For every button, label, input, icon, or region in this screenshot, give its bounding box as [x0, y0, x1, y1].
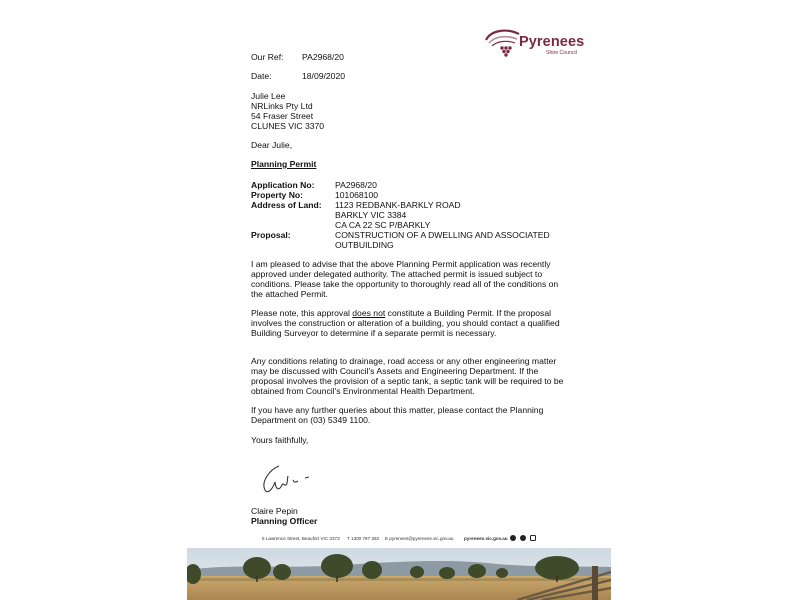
address-line-2: BARKLY VIC 3384	[335, 210, 407, 220]
application-no-label: Application No:	[251, 180, 315, 190]
paragraph-approval: I am pleased to advise that the above Planning Permit application was recently approved under delegated authority. The attached permit is issued subject to conditions. Please take the opportunity to thoroughly read all of the conditions on the attached Permit.	[251, 259, 559, 299]
footer-email: E pyrenees@pyrenees.vic.gov.au	[385, 536, 454, 541]
letter-footer	[187, 533, 611, 545]
recipient-street: 54 Fraser Street	[251, 111, 314, 121]
facebook-icon[interactable]	[510, 535, 516, 541]
recipient-name: Julie Lee	[251, 91, 286, 101]
our-ref-value: PA2968/20	[302, 52, 344, 62]
address-line-1: 1123 REDBANK-BARKLY ROAD	[335, 200, 461, 210]
instagram-icon[interactable]	[530, 535, 536, 541]
council-name: Pyrenees	[519, 34, 585, 50]
property-no-label: Property No:	[251, 190, 304, 200]
our-ref-label: Our Ref:	[251, 52, 284, 62]
address-label: Address of Land:	[251, 200, 322, 210]
signature	[257, 460, 327, 500]
application-no-value: PA2968/20	[335, 180, 377, 190]
council-subtitle: Shire Council	[546, 50, 577, 56]
p2-after: constitute a Building Permit. If the proposal involves the construction or alteration of a building, you should contact a qualified Building Surveyor to determine if a separate permit is necessary.	[251, 308, 560, 338]
footer-phone: T 1300 797 363	[347, 536, 380, 541]
council-logo	[483, 26, 593, 66]
landscape-banner	[187, 548, 611, 600]
salutation: Dear Julie,	[251, 140, 293, 150]
recipient-town: CLUNES VIC 3370	[251, 121, 325, 131]
paragraph-building-permit	[251, 308, 571, 338]
p2-before: Please note, this approval	[251, 308, 353, 318]
signatory-title: Planning Officer	[251, 516, 318, 526]
letter-page	[187, 0, 611, 600]
proposal-line-1: CONSTRUCTION OF A DWELLING AND ASSOCIATED	[335, 230, 550, 240]
paragraph-queries: If you have any further queries about this matter, please contact the Planning Department on (03) 5349 1100.	[251, 405, 544, 425]
date-value: 18/09/2020	[302, 71, 346, 81]
recipient-company: NRLinks Pty Ltd	[251, 101, 313, 111]
paragraph-conditions: Any conditions relating to drainage, road access or any other engineering matter may be discussed with Council's Assets and Engineering Department. If the proposal involves the provision of a septic tank, a septic tank will be required to be obtained from Council's Environmental Health Department.	[251, 356, 564, 396]
proposal-label: Proposal:	[251, 230, 291, 240]
letter-heading: Planning Permit	[251, 159, 317, 169]
date-label: Date:	[251, 71, 272, 81]
proposal-line-2: OUTBUILDING	[335, 240, 394, 250]
signatory-name: Claire Pepin	[251, 506, 298, 516]
property-no-value: 101068100	[335, 190, 379, 200]
twitter-icon[interactable]	[520, 535, 526, 541]
footer-address: 5 Lawrence Street, Beaufort VIC 3373	[262, 536, 340, 541]
p2-underlined: does not	[352, 308, 386, 318]
logo-icon	[483, 26, 523, 62]
closing: Yours faithfully,	[251, 435, 309, 445]
footer-website[interactable]: pyrenees.vic.gov.au	[464, 536, 508, 541]
address-line-3: CA CA 22 SC P/BARKLY	[335, 220, 431, 230]
